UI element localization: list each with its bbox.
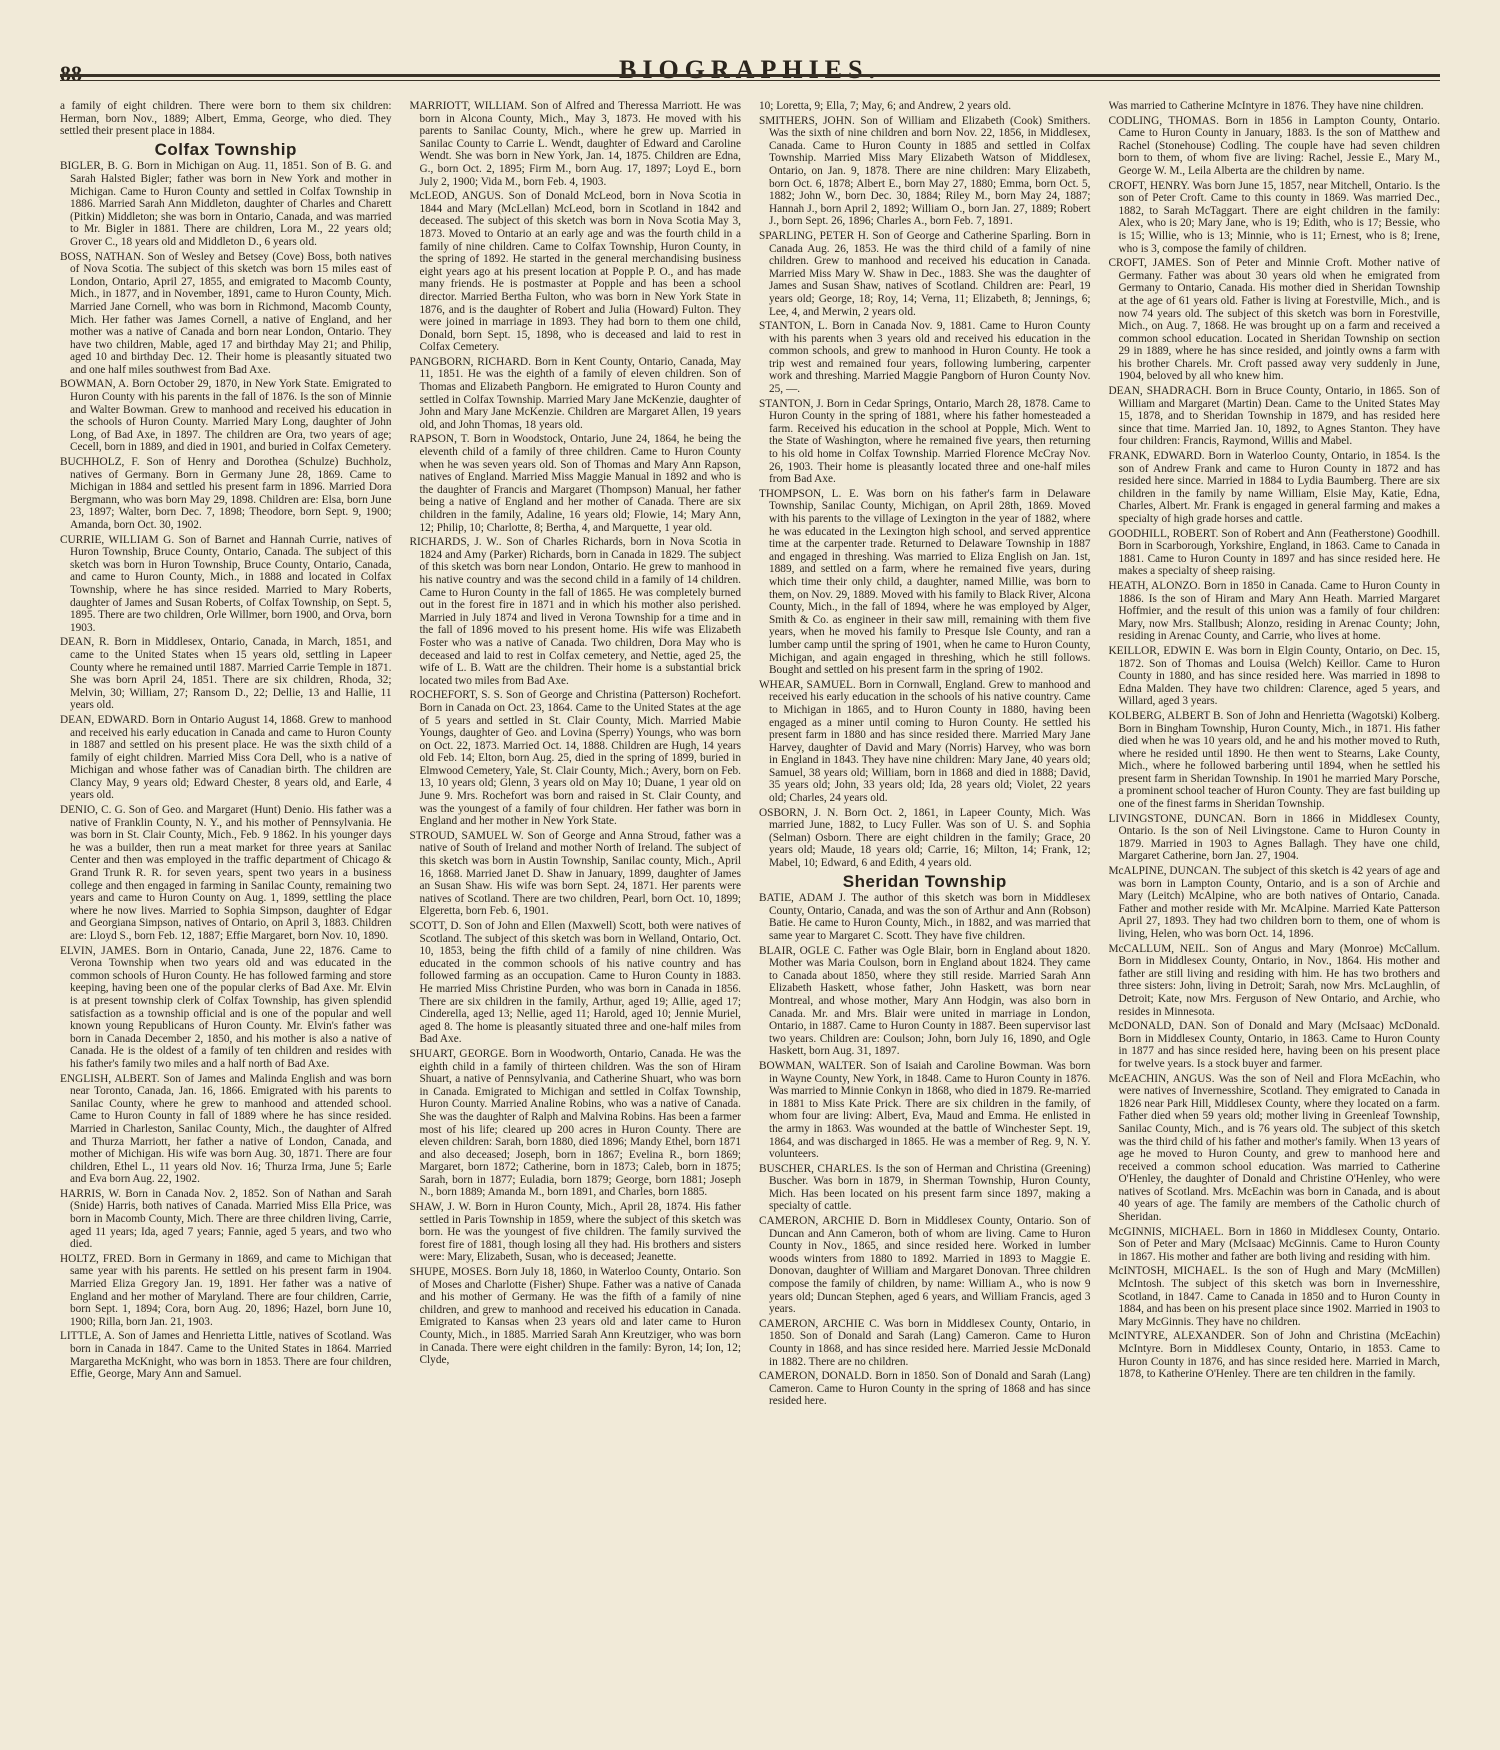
biography-entry: ELVIN, JAMES. Born in Ontario, Canada, June 22, 1876. Came to Verona Township when two years old and was educated in the common schools of Huron County. He has followed farming and store keeping, having been one of the popular clerks of Bad Axe. Mr. Elvin is at present township clerk of Colfax Township, has given splendid satisfaction as a township official and is one of the popular and well known young Republicans of Huron County. Mr. Elvin's father was born in Canada December 2, 1850, and his mother is also a native of Canada. He is the oldest of a family of ten children and resides with his father's family two miles and a half north of Bad Axe. <box>60 944 392 1070</box>
biography-entry: KOLBERG, ALBERT B. Son of John and Henrietta (Wagotski) Kolberg. Born in Bingham Township, Huron County, Mich., in 1871. His father died when he was 10 years old, and he and his mother moved to Ruth, where he resided until 1890. He then went to Stearns, Lake County, Mich., where he followed barbering until 1894, when he settled his present farm in Sheridan Township. In 1901 he married Mary Porsche, a prominent school teacher of Huron County. They are fast building up one of the finest farms in Sheridan Township. <box>1108 709 1440 811</box>
section-heading-sheridan: Sheridan Township <box>842 871 1007 891</box>
biography-entry: CROFT, JAMES. Son of Peter and Minnie Croft. Mother native of Germany. Father was about 30 years old when he emigrated from Germany to Ontario, Canada. His mother died in Sheridan Township at the age of 61 years old. Father is living at Forestville, Mich., and is now 74 years old. The subject of this sketch was born in Forestville, Mich., on Aug. 7, 1868. He was brought up on a farm and received a common school education. Located in Sheridan Township on section 29 in 1889, where he has since resided, and jointly owns a farm with his brother Charels. Mr. Croft passed away very suddenly in June, 1904, beloved by all who knew him. <box>1108 257 1440 383</box>
biography-entry: CAMERON, DONALD. Born in 1850. Son of Donald and Sarah (Lang) Cameron. Came to Huron County in the spring of 1868 and has since resided here. <box>759 1370 1091 1408</box>
biography-entry: McDONALD, DAN. Son of Donald and Mary (McIsaac) McDonald. Born in Middlesex County, Ontario, in 1863. Came to Huron County in 1877 and has since resided here, having been on his present place for twelve years. Is a stock buyer and farmer. <box>1108 1020 1440 1070</box>
biography-entry: McLEOD, ANGUS. Son of Donald McLeod, born in Nova Scotia in 1844 and Mary (McLellan) McLeod, born in Scotland in 1842 and deceased. The subject of this sketch was born in Nova Scotia May 3, 1873. Moved to Ontario at an early age and was the fourth child in a family of nine children. Came to Colfax Township, Huron County, in the spring of 1892. He started in the general merchandising business eight years ago at his present location at Popple P. O., and has made many friends. He is postmaster at Popple and has been a school director. Married Bertha Fulton, who was born in New York State in 1876, and is the daughter of Robert and Julia (Howard) Fulton. They were joined in marriage in 1893. They had born to them one child, Donald, born Sept. 15, 1898, who is deceased and laid to rest in Colfax Cemetery. <box>409 190 741 354</box>
column-3 <box>759 100 1091 1720</box>
biography-entry: BOSS, NATHAN. Son of Wesley and Betsey (Cove) Boss, both natives of Nova Scotia. The subject of this sketch was born 15 miles east of London, Ontario, April 27, 1855, and emigrated to Macomb County, Mich., in 1877, and in November, 1891, came to Huron County, Mich. Married Jane Cornell, who was born in Richmond, Macomb County, Mich. Her father was James Cornell, a native of England, and her mother was a native of Canada and born near London, Ontario. They have two children, Mable, aged 17 and birthday May 21; and Philip, aged 10 and birthday Dec. 12. Their home is pleasantly situated two and one half miles southwest from Bad Axe. <box>60 250 392 376</box>
intro-paragraph: a family of eight children. There were born to them six children: Herman, born Nov., 1889; Albert, Emma, George, who died. They settled their present place in 1884. <box>60 100 392 138</box>
biography-entry: CURRIE, WILLIAM G. Son of Barnet and Hannah Currie, natives of Huron Township, Bruce County, Ontario, Canada. The subject of this sketch was born in Huron Township, Bruce County, Ontario, Canada, and came to Huron County, Mich., in 1888 and located in Colfax Township, where he has since resided. Married to Mary Roberts, daughter of James and Susan Roberts, of Colfax Township, on Sept. 5, 1895. There are two children, Orle Willmer, born 1900, and Orva, born 1903. <box>60 533 392 634</box>
biography-entry: BUCHHOLZ, F. Son of Henry and Dorothea (Schulze) Buchholz, natives of Germany. Born in Germany June 28, 1869. Came to Michigan in 1884 and settled his present farm in 1896. Married Dora Bergmann, who was born May 29, 1898. Children are: Elsa, born June 23, 1897; Walter, born Dec. 7, 1898; Theodore, born Sept. 9, 1900; Amanda, born Oct. 30, 1902. <box>60 456 392 531</box>
biography-entry: GOODHILL, ROBERT. Son of Robert and Ann (Featherstone) Goodhill. Born in Scarborough, Yorkshire, England, in 1863. Came to Canada in 1881. Came to Huron County in 1897 and has since resided here. He makes a specialty of sheep raising. <box>1108 527 1440 578</box>
biography-entry: CODLING, THOMAS. Born in 1856 in Lampton County, Ontario. Came to Huron County in January, 1883. Is the son of Matthew and Rachel (Stonehouse) Codling. The couple have had seven children born to them, of whom five are living: Rachel, Jessie E., Mary M., George W. M., Leila Alberta are the children by name. <box>1108 114 1440 177</box>
column-4 <box>1109 100 1441 1720</box>
col1-entries <box>60 160 392 1380</box>
biography-entry: OSBORN, J. N. Born Oct. 2, 1861, in Lapeer County, Mich. Was married June, 1882, to Lucy Fuller. Was son of U. S. and Sophia (Selman) Osborn. There are eight children in the family; Grace, 20 years old; Maude, 18 years old; Carrie, 16; Milton, 14; Frank, 12; Mabel, 10; Edward, 6 and Edith, 4 years old. <box>759 806 1091 870</box>
biography-entry: HOLTZ, FRED. Born in Germany in 1869, and came to Michigan that same year with his parents. He settled on his present farm in 1904. Married Eliza Gregory Jan. 19, 1891. Her father was a native of England and her mother of Maryland. There are four children, Carrie, born Sept. 1, 1894; Cora, born Aug. 20, 1896; Hazel, born June 10, 1900; Rilla, born Jan. 21, 1903. <box>60 1252 392 1328</box>
biography-entry: BUSCHER, CHARLES. Is the son of Herman and Christina (Greening) Buscher. Was born in 1879, in Sherman Township, Huron County, Mich. Has been located on his present farm since 1897, making a specialty of cattle. <box>759 1162 1091 1213</box>
biography-entry: LIVINGSTONE, DUNCAN. Born in 1866 in Middlesex County, Ontario. Is the son of Neil Livingstone. Came to Huron County in 1879. Married in 1903 to Agnes Ballagh. They have one child, Margaret Catherine, born Jan. 27, 1904. <box>1108 812 1440 863</box>
biography-entry: CAMERON, ARCHIE C. Was born in Middlesex County, Ontario, in 1850. Son of Donald and Sarah (Lang) Cameron. Came to Huron County in 1868, and has since resided here. Married Jessie McDonald in 1882. There are no children. <box>759 1317 1091 1368</box>
biography-entry: BATIE, ADAM J. The author of this sketch was born in Middlesex County, Ontario, Canada, and was the son of Arthur and Ann (Robson) Batie. He came to Huron County, Mich., in 1882, and was married that same year to Margaret C. Scott. They have five children. <box>759 892 1091 942</box>
biography-entry: WHEAR, SAMUEL. Born in Cornwall, England. Grew to manhood and received his early education in the schools of his native country. Came to Michigan in 1865, and to Huron County in 1880, having been engaged as a miner until coming to Huron County. He settled his present farm in 1880 and has since resided there. Married Mary Jane Harvey, daughter of David and Mary (Norris) Harvey, who was born in England in 1843. They have nine children: Mary Jane, 40 years old; Samuel, 38 years old; William, born in 1868 and died in 1888; David, 35 years old; John, 33 years old; Ida, 28 years old; Violet, 22 years old; Charles, 24 years old. <box>759 678 1091 805</box>
biography-entry: DEAN, EDWARD. Born in Ontario August 14, 1868. Grew to manhood and received his early education in Canada and came to Huron County in 1887 and settled on his present place. He was the sixth child of a family of eight children. Married Miss Cora Dell, who is a native of Michigan and whose father was of Canadian birth. The children are Clancy May, 9 years old; Edward Chester, 8 years old, and Earle, 4 years old. <box>60 713 392 802</box>
text-columns <box>60 100 1440 1720</box>
header-rule <box>60 74 1440 77</box>
biography-entry: RAPSON, T. Born in Woodstock, Ontario, June 24, 1864, he being the eleventh child of a family of three children. Came to Huron County when he was seven years old. Son of Thomas and Mary Ann Rapson, natives of England. Married Miss Maggie Manual in 1892 and who is the daughter of Francis and Margaret (Thompson) Manual, her father being a native of England and her mother of Canada. There are six children in the family, Adaline, 16 years old; Flowie, 14; Mary Ann, 12; Philip, 10; Charlotte, 8; Bertha, 4, and Marquette, 1 year old. <box>409 433 741 534</box>
biography-entry: STANTON, L. Born in Canada Nov. 9, 1881. Came to Huron County with his parents when 3 years old and received his education in the common schools, and grew to manhood in Huron County. He took a trip west and remained four years, following lumbering, carpenter work and threshing. Married Maggie Pangborn of Huron County Nov. 25, —. <box>759 320 1091 396</box>
biography-entry: McEACHIN, ANGUS. Was the son of Neil and Flora McEachin, who were natives of Invernesshire, Scotland. They emigrated to Canada in 1826 near Park Hill, Middlesex County, where they located on a farm. Father died when 59 years old; mother living in Greenleaf Township, Sanilac County, Mich., and is 76 years old. The subject of this sketch was the third child of his father and mother's family. When 13 years of age he moved to Huron County, and grew to manhood here and received a common school education. Was married to Catherine O'Henley, the daughter of Donald and Christine O'Henley, who were natives of Scotland. Mrs. McEachin was born in Canada, and is about 40 years of age. The family are members of the Catholic church of Sheridan. <box>1108 1072 1440 1224</box>
biography-entry: McALPINE, DUNCAN. The subject of this sketch is 42 years of age and was born in Lampton County, Ontario, and is a son of Archie and Mary (Leitch) McAlpine, who are both natives of Ontario, Canada. Father and mother reside with Mr. McAlpine. Married Kate Patterson April 27, 1893. They had two children born to them, one of whom is living, Helen, who was born Oct. 14, 1896. <box>1108 865 1440 940</box>
section-heading-colfax: Colfax Township <box>154 139 297 159</box>
biography-entry: STANTON, J. Born in Cedar Springs, Ontario, March 28, 1878. Came to Huron County in the spring of 1881, where his father homesteaded a farm. Received his education in the school at Popple, Mich. Went to the State of Washington, where he remained five years, then returning to his old home in Colfax Township. Married Florence McCray Nov. 26, 1903. Their home is pleasantly located three and one-half miles from Bad Axe. <box>759 397 1091 486</box>
page-number: 88 <box>60 61 82 86</box>
biography-entry: 10; Loretta, 9; Ella, 7; May, 6; and Andrew, 2 years old. <box>759 100 1012 112</box>
biography-entry: MARRIOTT, WILLIAM. Son of Alfred and Theressa Marriott. He was born in Alcona County, Mich., May 3, 1873. He moved with his parents to Sanilac County, Mich., where he grew up. Married in Sanilac County to Carrie L. Wendt, daughter of Edward and Caroline Wendt. She was born in New York, Jan. 14, 1875. Children are Edna, G., born Oct. 2, 1895; Firm M., born Aug. 17, 1897; Loyd E., born July 2, 1900; Vida M., born Feb. 4, 1903. <box>409 100 741 188</box>
biography-entry: McGINNIS, MICHAEL. Born in 1860 in Middlesex County, Ontario. Son of Peter and Mary (McIsaac) McGinnis. Came to Huron County in 1867. His mother and father are both living and residing with him. <box>1108 1225 1440 1263</box>
biography-entry: ENGLISH, ALBERT. Son of James and Malinda English and was born near Toronto, Canada, Jan. 16, 1866. Emigrated with his parents to Sanilac County, where he grew to manhood and attended school. Came to Huron County in fall of 1889 where he has since resided. Married in Charleston, Sanilac County, Mich., the daughter of Alfred and Thurza Marriott, her father a native of London, Canada, and mother of Michigan. His wife was born Aug. 30, 1871. There are four children, Ethel L., 11 years old Nov. 16; Thurza Irma, June 5; Earle and Eva born Aug. 22, 1902. <box>60 1072 392 1186</box>
col3-entries-2 <box>759 892 1091 1408</box>
biography-entry: FRANK, EDWARD. Born in Waterloo County, Ontario, in 1854. Is the son of Andrew Frank and came to Huron County in 1872 and has resided here since. Married in 1884 to Lydia Baumberg. There are six children in the family by name William, Elsie May, Katie, Edna, Charles, Albert. Mr. Frank is engaged in general farming and makes a specialty of high grade horses and cattle. <box>1108 450 1440 525</box>
biography-entry: CROFT, HENRY. Was born June 15, 1857, near Mitchell, Ontario. Is the son of Peter Croft. Came to this county in 1869. Was married Dec., 1882, to Sarah McTaggart. There are eight children in the family: Alex, who is 20; Mary Jane, who is 19; Edith, who is 17; Bessie, who is 15; Willie, who is 13; Minnie, who is 11; Ernest, who is 8; Irene, who is 3, compose the family of children. <box>1108 179 1440 255</box>
biography-entry: DENIO, C. G. Son of Geo. and Margaret (Hunt) Denio. His father was a native of Franklin County, N. Y., and his mother of Pennsylvania. He was born in St. Clair County, Mich., Feb. 9 1862. In his younger days he was a builder, then run a meat market for three years at Sanilac Center and then was employed in the traffic department of Chicago & Grand Trunk R. R. for seven years, spent two years in a business college and then engaged in farming in Sanilac County, remaining two years and came to Huron County on Aug. 1, 1899, settling the place where he now lives. Married to Sophia Simpson, daughter of Edgar and Georgiana Simpson, natives of Ontario, on April 3, 1883. Children are: Lloyd S., born Feb. 12, 1887; Effie Margaret, born Nov. 10, 1890. <box>60 804 392 942</box>
biography-entry: SPARLING, PETER H. Son of George and Catherine Sparling. Born in Canada Aug. 26, 1853. He was the third child of a family of nine children. Grew to manhood and received his education in Canada. Married Miss Mary W. Shaw in Dec., 1883. She was the daughter of James and Susan Shaw, natives of Scotland. Children are: Pearl, 19 years old; George, 18; Roy, 14; Verna, 11; Elizabeth, 8; Jennings, 6; Lee, 4, and Merwin, 2 years old. <box>759 229 1091 318</box>
biography-entry: STROUD, SAMUEL W. Son of George and Anna Stroud, father was a native of South of Ireland and mother North of Ireland. The subject of this sketch was born in Austin Township, Sanilac county, Mich., April 16, 1868. Married Janet D. Shaw in January, 1899, daughter of James an Susan Shaw. His wife was born Sept. 24, 1871. Her parents were natives of Scotland. There are two children, Pearl, born Oct. 10, 1899; Elgeretta, born Feb. 6, 1901. <box>409 829 741 918</box>
biography-entry: THOMPSON, L. E. Was born on his father's farm in Delaware Township, Sanilac County, Michigan, on April 28th, 1869. Moved with his parents to the village of Lexington in the year of 1882, where he was educated in the Lexington high school, and served apprentice time at the carpenter trade. Returned to Delaware Township in 1887 and engaged in threshing. Was married to Eliza English on Jan. 1st, 1889, and settled on a farm, where he remained five years, during which time their only child, a daughter, named Millie, was born to them, on Nov. 29, 1889. Moved with his family to Black River, Alcona County, Mich., in the fall of 1894, where he was employed by Alger, Smith & Co. as engineer in their saw mill, remaining with them five years, when he moved his family to Presque Isle County, and ran a lumber camp until the spring of 1901, when he came to Huron County, Michigan, and again engaged in threshing, which he still follows. Bought and settled on his present farm in the spring of 1902. <box>759 487 1091 677</box>
col3-entries <box>759 100 1091 870</box>
biography-entry: McINTYRE, ALEXANDER. Son of John and Christina (McEachin) McIntyre. Born in Middlesex County, Ontario, in 1853. Came to Huron County in 1876, and has since resided here. Married in March, 1878, to Katherine O'Henley. There are ten children in the family. <box>1108 1330 1440 1381</box>
biography-entry: BOWMAN, WALTER. Son of Isaiah and Caroline Bowman. Was born in Wayne County, New York, in 1848. Came to Huron County in 1876. Was married to Minnie Conkyn in 1868, who died in 1879. Re-married in 1881 to Miss Kate Prick. There are six children in the family, of whom four are living: Albert, Eva, Maud and Emma. He enlisted in the army in 1863. Was wounded at the battle of Winchester Sept. 19, 1864, and was discharged in 1865. He was a member of Reg. 9, N. Y. volunteers. <box>759 1059 1091 1161</box>
column-2 <box>410 100 742 1720</box>
biography-entry: BIGLER, B. G. Born in Michigan on Aug. 11, 1851. Son of B. G. and Sarah Halsted Bigler; father was born in New York and mother in Michigan. Came to Huron County and settled in Colfax Township in 1886. Married Sarah Ann Middleton, daughter of Charles and Charett (Pitkin) Middleton; she was born in Ontario, Canada, and was married to Mr. Bigler in 1881. There are children, Lora M., 22 years old; Grover C., 18 years old and Middleton D., 6 years old. <box>60 160 392 248</box>
biography-entry: McINTOSH, MICHAEL. Is the son of Hugh and Mary (McMillen) McIntosh. The subject of this sketch was born in Invernesshire, Scotland, in 1847. Came to Canada in 1850 and to Huron County in 1884, and has been on his present place since 1902. Married in 1903 to Mary McGinnis. They have no children. <box>1108 1265 1440 1328</box>
biography-entry: Was married to Catherine McIntyre in 1876. They have nine children. <box>1108 100 1424 112</box>
biography-entry: LITTLE, A. Son of James and Henrietta Little, natives of Scotland. Was born in Canada in 1847. Came to the United States in 1864. Married Margaretha McKnight, who was born in 1853. There are four children, Effie, George, Mary Ann and Samuel. <box>60 1330 392 1381</box>
running-title: BIOGRAPHIES. <box>619 55 881 84</box>
biography-entry: CAMERON, ARCHIE D. Born in Middlesex County, Ontario. Son of Duncan and Ann Cameron, both of whom are living. Came to Huron County in Nov., 1865, and since resided here. Worked in lumber woods winters from 1880 to 1892. Married in 1893 to Maggie E. Donovan, daughter of William and Margaret Donovan. Three children compose the family of children, by name: William A., who is now 9 years old; Duncan Stephen, aged 6 years, and William Francis, aged 3 years. <box>759 1215 1091 1316</box>
biography-entry: SMITHERS, JOHN. Son of William and Elizabeth (Cook) Smithers. Was the sixth of nine children and born Nov. 22, 1856, in Middlesex, Canada. Came to Huron County in 1885 and settled in Colfax Township. Married Miss Mary Elizabeth Watson of Middlesex, Ontario, on Jan. 9, 1878. There are nine children: Mary Elizabeth, born Oct. 6, 1878; Albert E., born May 27, 1880; Emma, born Oct. 5, 1882; John W., born Dec. 30, 1884; Riley M., born May 24, 1887; Hannah J., born April 2, 1892; William O., born Jan. 27, 1889; Robert J., born Sept. 26, 1896; Charles A., born Feb. 7, 1891. <box>759 114 1091 228</box>
biography-entry: SCOTT, D. Son of John and Ellen (Maxwell) Scott, both were natives of Scotland. The subject of this sketch was born in Welland, Ontario, Oct. 10, 1853, being the fifth child of a family of nine children. Was educated in the common schools of his native country and has followed farming as an occupation. Came to Huron County in 1883. He married Miss Christine Purden, who was born in Canada in 1856. There are six children in the family, Arthur, aged 19; Allie, aged 17; Cinderella, aged 13; Nellie, aged 11; Harold, aged 10; Jennie Muriel, aged 8. The home is pleasantly situated three and one-half miles from Bad Axe. <box>409 920 741 1046</box>
biography-entry: McCALLUM, NEIL. Son of Angus and Mary (Monroe) McCallum. Born in Middlesex County, Ontario, in Nov., 1864. His mother and father are still living and residing with him. He has two brothers and three sisters: John, living in Detroit; Sarah, now Mrs. McLaughlin, of Detroit; Kate, now Mrs. Ferguson of New Ontario, and Archie, who resides in Minnesota. <box>1108 942 1440 1018</box>
column-1 <box>60 100 392 1720</box>
biography-entry: RICHARDS, J. W.. Son of Charles Richards, born in Nova Scotia in 1824 and Amy (Parker) Richards, born in Canada in 1829. The subject of this sketch was born near London, Ontario. He grew to manhood in his native country and was the second child in a family of 14 children. Came to Huron County in the fall of 1865. He was completely burned out in the forest fire in 1871 and in which his mother also perished. Married in July 1874 and lived in Verona Township for a time and in the fall of 1896 moved to his present home. His wife was Elizabeth Foster who was a native of Canada. Two children, Dora May who is deceased and laid to rest in Colfax cemetery, and Nettie, aged 25, the wife of L. B. Watt are the children. Their home is a substantial brick located two miles from Bad Axe. <box>409 536 741 687</box>
col4-entries <box>1109 100 1441 1381</box>
biography-entry: PANGBORN, RICHARD. Born in Kent County, Ontario, Canada, May 11, 1851. He was the eighth of a family of eleven children. Son of Thomas and Elizabeth Pangborn. He emigrated to Huron County and settled in Colfax Township. Married Mary Jane McKenzie, daughter of John and Mary Jane McKenzie. Children are Margaret Allen, 19 years old, and John Thomas, 18 years old. <box>409 355 741 431</box>
biography-entry: HEATH, ALONZO. Born in 1850 in Canada. Came to Huron County in 1886. Is the son of Hiram and Mary Ann Heath. Married Margaret Hoffmier, and the result of this union was a family of four children: Mary, now Mrs. Stallbush; Alonzo, residing in Arenac County; John, residing in Arenac County, and Carrie, who lives at home. <box>1108 579 1440 643</box>
biography-entry: HARRIS, W. Born in Canada Nov. 2, 1852. Son of Nathan and Sarah (Snide) Harris, both natives of Canada. Married Miss Ella Price, was born in Macomb County, Mich. There are three children living, Carrie, aged 11 years; Ida, aged 7 years; Fannie, aged 5 years, and two who died. <box>60 1187 392 1251</box>
biography-entry: BLAIR, OGLE C. Father was Ogle Blair, born in England about 1820. Mother was Maria Coulson, born in England about 1824. They came to Canada about 1850, where they still reside. Married Sarah Ann Elizabeth Haskett, whose father, John Haskett, was born near Montreal, and whose mother, Mary Ann Hodgin, was also born in Canada. Mr. and Mrs. Blair were united in marriage in London, Ontario, in 1887. Came to Huron County in 1887. Been supervisor last two years. Children are: Coulson; John, born July 16, 1890, and Ogle Haskett, born Aug. 31, 1897. <box>759 944 1091 1058</box>
header-rule-thin <box>60 80 1440 81</box>
biography-entry: ROCHEFORT, S. S. Son of George and Christina (Patterson) Rochefort. Born in Canada on Oct. 23, 1864. Came to the United States at the age of 5 years and settled in St. Clair County, Mich. Married Mabie Youngs, daughter of Geo. and Lovina (Sperry) Youngs, who was born on Oct. 22, 1873. Married Oct. 14, 1888. Children are Hugh, 14 years old Feb. 14; Elton, born Aug. 25, died in the spring of 1899, buried in Elmwood Cemetery, Yale, St. Clair County, Mich.; Avery, born on Feb. 13, 10 years old; Glenn, 3 years old on May 10; Duane, 1 year old on June 9. Mrs. Rochefort was born and raised in St. Clair County, and was the youngest of a family of four children. Her father was born in England and her mother in New York State. <box>409 689 741 828</box>
biography-entry: SHAW, J. W. Born in Huron County, Mich., April 28, 1874. His father settled in Paris Township in 1859, where the subject of this sketch was born. He was the youngest of five children. The family survived the forest fire of 1881, though losing all they had. His brothers and sisters were: Mary, Elizabeth, Susan, who is deceased; Jeanette. <box>409 1201 741 1264</box>
col2-entries <box>410 100 742 1367</box>
biography-entry: SHUART, GEORGE. Born in Woodworth, Ontario, Canada. He was the eighth child in a family of thirteen children. Was the son of Hiram Shuart, a native of Pennsylvania, and Catherine Shuart, who was born in Canada. Emigrated to Michigan and settled in Colfax Township, Huron County. Married Analine Robins, who was a native of Canada. She was the daughter of Ralph and Malvina Robins. Has been a farmer most of his life; cleared up 200 acres in Huron County. There are eleven children: Sarah, born 1880, died 1896; Mandy Ethel, born 1871 and also deceased; Joseph, born in 1867; Evelina R., born 1869; Margaret, born 1872; Catherine, born in 1873; Caleb, born in 1875; Sarah, born in 1877; Euladia, born 1879; George, born 1881; Joseph N., born 1889; Amanda M., born 1891, and Charles, born 1885. <box>409 1047 741 1199</box>
biography-entry: SHUPE, MOSES. Born July 18, 1860, in Waterloo County, Ontario. Son of Moses and Charlotte (Fisher) Shupe. Father was a native of Canada and his mother of Germany. He was the fifth of a family of nine children, and grew to manhood and received his education in Canada. Emigrated to Kansas when 23 years old and later came to Huron County, Mich., in 1885. Married Sarah Ann Kreutziger, who was born in Canada. There were eight children in the family: Byron, 14; Ion, 12; Clyde, <box>409 1266 741 1367</box>
biography-entry: DEAN, R. Born in Middlesex, Ontario, Canada, in March, 1851, and came to the United States when 15 years old, settling in Lapeer County where he remained until 1887. Married Carrie Temple in 1871. She was born April 24, 1851. There are six children, Rhoda, 32; Melvin, 30; William, 27; Ransom D., 22; Dellie, 13 and Hallie, 11 years old. <box>60 636 392 712</box>
biography-entry: KEILLOR, EDWIN E. Was born in Elgin County, Ontario, on Dec. 15, 1872. Son of Thomas and Louisa (Welch) Keillor. Came to Huron County in 1880, and has since resided here. Was married in 1898 to Edna Malden. They have two children: Clarence, aged 5 years, and Willard, aged 3 years. <box>1108 644 1440 708</box>
biography-entry: BOWMAN, A. Born October 29, 1870, in New York State. Emigrated to Huron County with his parents in the fall of 1876. Is the son of Minnie and Walter Bowman. Grew to manhood and received his education in the schools of Huron County. Married Mary Long, daughter of John Long, of Bad Axe, in 1897. The children are Ora, two years of age; Cecell, born in 1889, and died in 1901, and buried in Colfax Cemetery. <box>60 378 392 454</box>
biography-entry: DEAN, SHADRACH. Born in Bruce County, Ontario, in 1865. Son of William and Margaret (Martin) Dean. Came to the United States May 15, 1878, and to Sheridan Township in 1879, and has resided here since that time. Married Jan. 10, 1892, to Agnes Stanton. They have four children: Francis, Raymond, Willis and Mabel. <box>1108 385 1440 448</box>
